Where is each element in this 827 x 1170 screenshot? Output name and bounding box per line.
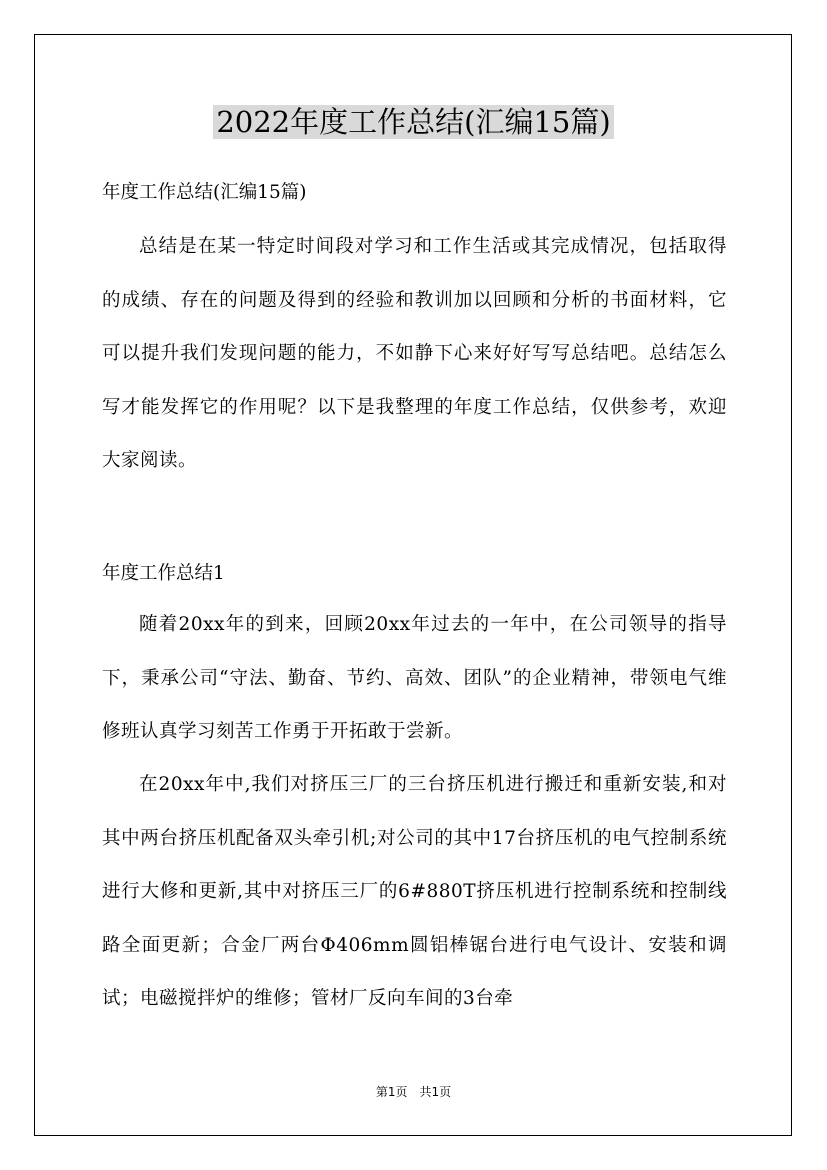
section-paragraph-block-2: [102, 758, 727, 1026]
section-paragraph-block-1: [102, 598, 727, 759]
document-title: [0, 102, 827, 142]
section-paragraph-1: 随着20xx年的到来，回顾20xx年过去的一年中，在公司领导的指导下，秉承公司“守法、勤奋、节约、高效、团队”的企业精神，带领电气维修班认真学习刻苦工作勇于开拓敢于尝新。: [102, 614, 727, 742]
document-title-text: 2022年度工作总结(汇编15篇): [213, 105, 613, 139]
intro-paragraph: 总结是在某一特定时间段对学习和工作生活或其完成情况，包括取得的成绩、存在的问题及得到的经验和教训加以回顾和分析的书面材料，它可以提升我们发现问题的能力，不如静下心来好好写写总结吧。总结怎么写才能发挥它的作用呢？以下是我整理的年度工作总结，仅供参考，欢迎大家阅读。: [102, 236, 727, 471]
section-paragraph-2: 在20xx年中,我们对挤压三厂的三台挤压机进行搬迁和重新安装,和对其中两台挤压机配备双头牵引机;对公司的其中17台挤压机的电气控制系统进行大修和更新,其中对挤压三厂的6#880T挤压机进行控制系统和控制线路全面更新；合金厂两台Φ406mm圆铝棒锯台进行电气设计、安装和调试；电磁搅拌炉的维修；管材厂反向车间的3台牵: [102, 774, 727, 1009]
intro-paragraph-block: [102, 220, 727, 488]
page-footer: 第1页 共1页: [375, 1085, 452, 1099]
section-heading: 年度工作总结1: [102, 563, 225, 584]
document-subtitle: 年度工作总结(汇编15篇): [102, 182, 307, 203]
